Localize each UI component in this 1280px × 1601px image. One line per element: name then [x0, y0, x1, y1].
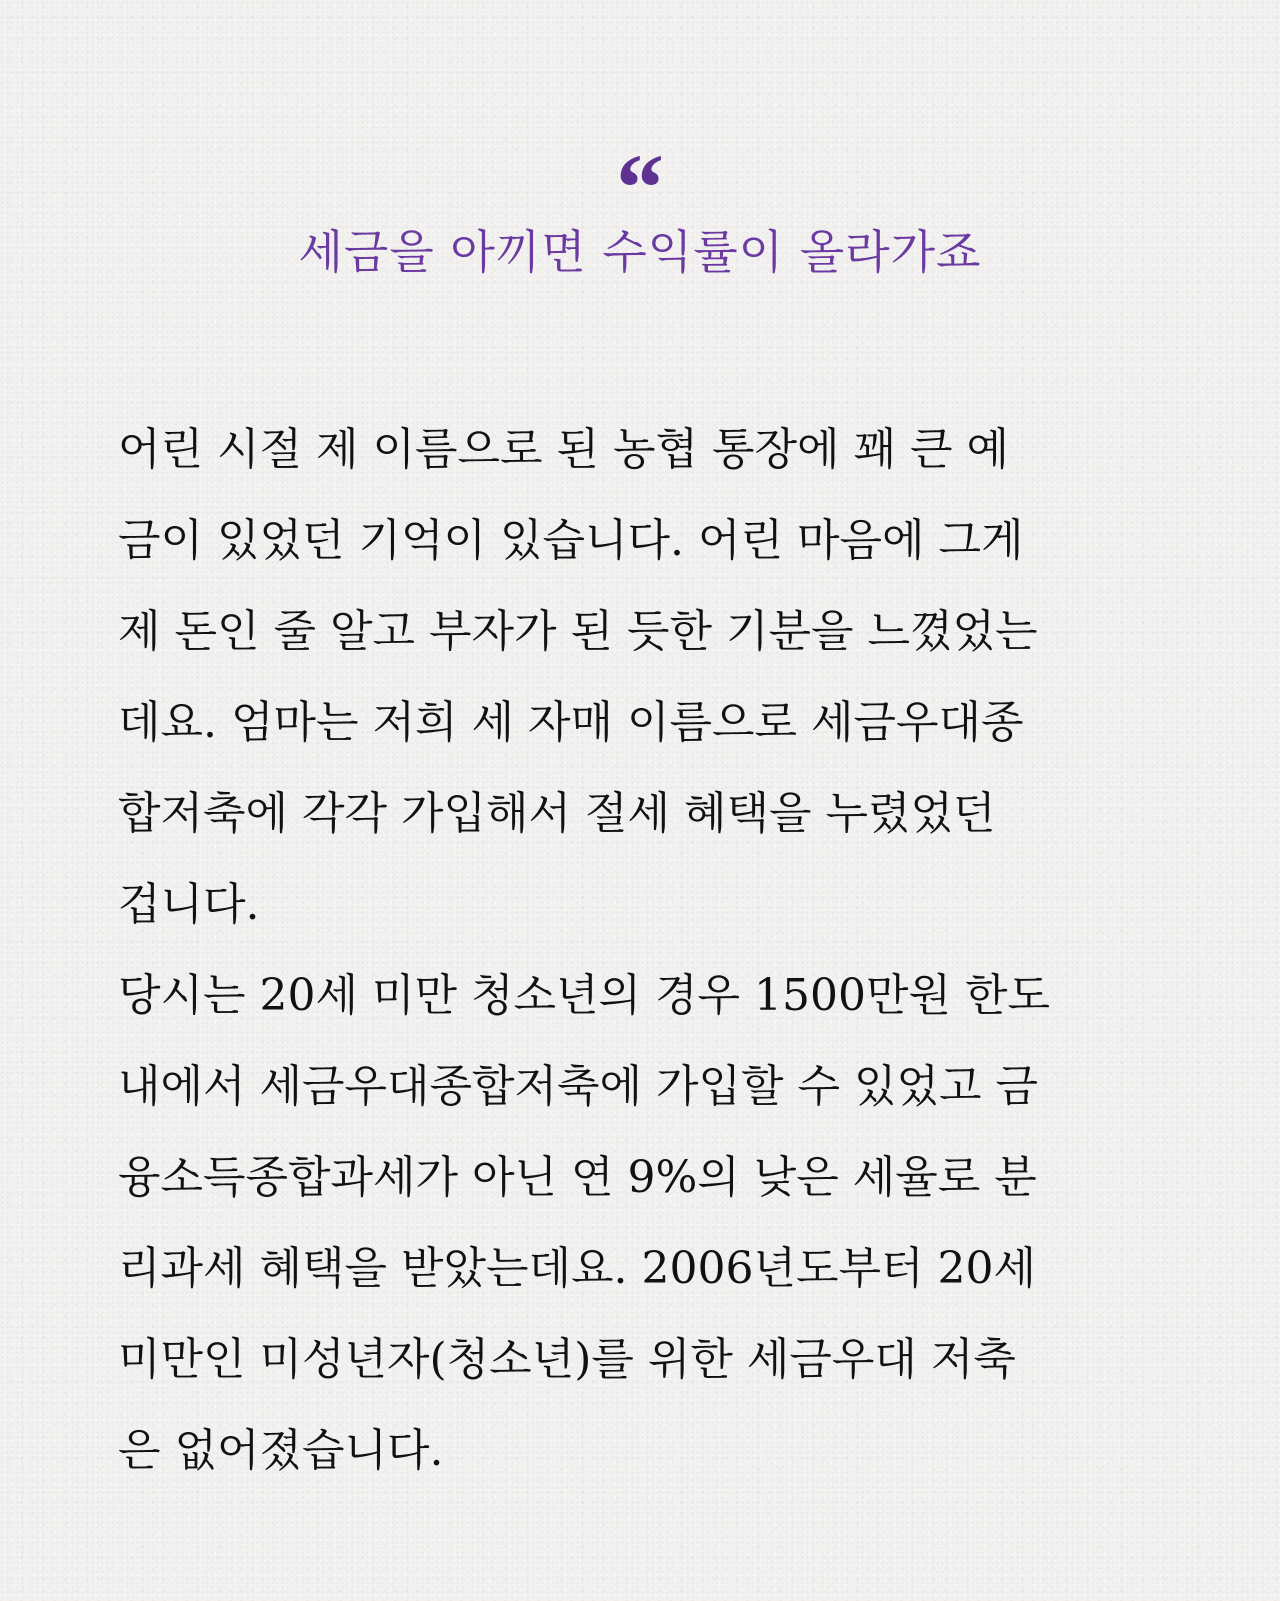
- body-line: 융소득종합과세가 아닌 연 9%의 낮은 세율로 분: [118, 1152, 1037, 1203]
- body-line: 내에서 세금우대종합저축에 가입할 수 있었고 금: [118, 1061, 1039, 1112]
- body-line: 어린 시절 제 이름으로 된 농협 통장에 꽤 큰 예: [118, 424, 1009, 475]
- body-line: 제 돈인 줄 알고 부자가 된 듯한 기분을 느꼈었는: [118, 606, 1038, 657]
- body-line: 리과세 혜택을 받았는데요. 2006년도부터 20세: [118, 1243, 1036, 1294]
- body-line: 합저축에 각각 가입해서 절세 혜택을 누렸었던: [118, 788, 996, 839]
- body-line: 금이 있었던 기억이 있습니다. 어린 마음에 그게: [118, 515, 1024, 566]
- body-line: 당시는 20세 미만 청소년의 경우 1500만원 한도: [118, 970, 1050, 1021]
- body-line: 겁니다.: [118, 879, 260, 930]
- headline: 세금을 아끼면 수익률이 올라가죠: [298, 225, 982, 279]
- body-line: 미만인 미성년자(청소년)를 위한 세금우대 저축: [118, 1334, 1016, 1385]
- body-paragraph: [118, 404, 1168, 1496]
- body-line: 은 없어졌습니다.: [118, 1425, 444, 1476]
- quote-mark-icon: “: [616, 140, 664, 210]
- body-line: 데요. 엄마는 저희 세 자매 이름으로 세금우대종: [118, 697, 1024, 748]
